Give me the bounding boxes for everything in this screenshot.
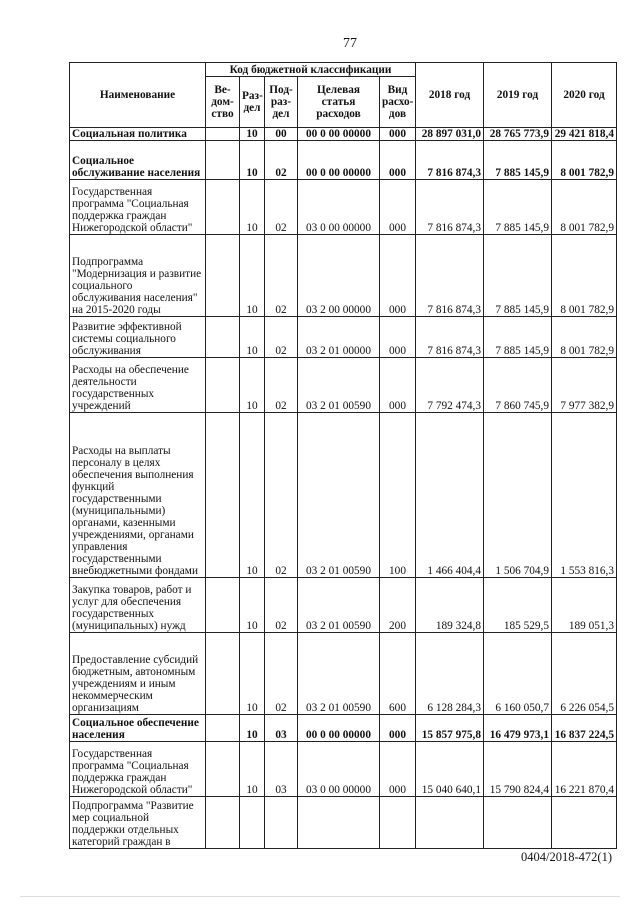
header-2018: 2018 год — [416, 63, 484, 128]
row-2020: 6 226 054,5 — [552, 633, 617, 715]
row-vedomstvo — [206, 715, 240, 742]
row-razdel — [240, 797, 265, 849]
row-2019: 185 529,5 — [484, 578, 552, 633]
row-vid: 000 — [380, 317, 416, 358]
row-tselevaya: 00 0 00 00000 — [298, 141, 380, 180]
row-2018: 7 816 874,3 — [416, 141, 484, 180]
row-podrazdel: 00 — [265, 128, 298, 141]
row-name: Государственная программа "Социальная поддержка граждан Нижегородской области" — [70, 180, 206, 235]
row-2018: 7 816 874,3 — [416, 317, 484, 358]
row-razdel: 10 — [240, 235, 265, 317]
row-podrazdel: 02 — [265, 141, 298, 180]
row-razdel: 10 — [240, 180, 265, 235]
row-vedomstvo — [206, 742, 240, 797]
row-2018: 7 816 874,3 — [416, 235, 484, 317]
row-vid: 600 — [380, 633, 416, 715]
row-name: Подпрограмма "Модернизация и развитие социального обслуживания населения" на 2015-2020 годы — [70, 235, 206, 317]
row-2018: 7 792 474,3 — [416, 358, 484, 413]
table-row — [70, 317, 617, 358]
table-row — [70, 715, 617, 742]
row-razdel: 10 — [240, 715, 265, 742]
table-row — [70, 413, 617, 578]
row-2020 — [552, 797, 617, 849]
header-razdel: Раз- дел — [240, 77, 265, 128]
row-name: Социальная политика — [70, 128, 206, 141]
row-vid: 000 — [380, 128, 416, 141]
row-podrazdel: 03 — [265, 742, 298, 797]
header-podrazdel: Под- раз- дел — [265, 77, 298, 128]
row-2018: 28 897 031,0 — [416, 128, 484, 141]
row-2019: 6 160 050,7 — [484, 633, 552, 715]
row-name: Расходы на выплаты персоналу в целях обеспечения выполнения функций государственными (муниципальными) органами, казенными учреждениями, органами управления государственными внебюджетными фондами — [70, 413, 206, 578]
row-name: Закупка товаров, работ и услуг для обеспечения государственных (муниципальных) нужд — [70, 578, 206, 633]
row-podrazdel: 02 — [265, 358, 298, 413]
row-name: Развитие эффективной системы социального обслуживания — [70, 317, 206, 358]
scan-edge-line — [20, 896, 620, 897]
row-2020: 8 001 782,9 — [552, 180, 617, 235]
row-razdel: 10 — [240, 742, 265, 797]
row-tselevaya: 03 2 01 00590 — [298, 578, 380, 633]
row-2018: 1 466 404,4 — [416, 413, 484, 578]
row-2019: 7 885 145,9 — [484, 317, 552, 358]
row-vid: 000 — [380, 742, 416, 797]
row-2019: 16 479 973,1 — [484, 715, 552, 742]
row-tselevaya: 00 0 00 00000 — [298, 715, 380, 742]
table-row — [70, 141, 617, 180]
table-row — [70, 180, 617, 235]
row-2020: 1 553 816,3 — [552, 413, 617, 578]
row-podrazdel — [265, 797, 298, 849]
row-podrazdel: 03 — [265, 715, 298, 742]
row-tselevaya: 03 0 00 00000 — [298, 180, 380, 235]
row-name: Расходы на обеспечение деятельности государственных учреждений — [70, 358, 206, 413]
row-name: Подпрограмма "Развитие мер социальной поддержки отдельных категорий граждан в — [70, 797, 206, 849]
row-podrazdel: 02 — [265, 235, 298, 317]
row-2019: 7 860 745,9 — [484, 358, 552, 413]
table-row — [70, 797, 617, 849]
row-vid: 000 — [380, 715, 416, 742]
row-podrazdel: 02 — [265, 578, 298, 633]
row-razdel: 10 — [240, 141, 265, 180]
row-2019: 1 506 704,9 — [484, 413, 552, 578]
table-row — [70, 742, 617, 797]
row-razdel: 10 — [240, 413, 265, 578]
row-vid: 000 — [380, 141, 416, 180]
row-2018: 7 816 874,3 — [416, 180, 484, 235]
header-2020: 2020 год — [552, 63, 617, 128]
row-vedomstvo — [206, 413, 240, 578]
row-tselevaya: 00 0 00 00000 — [298, 128, 380, 141]
row-vid — [380, 797, 416, 849]
row-2018: 189 324,8 — [416, 578, 484, 633]
row-vedomstvo — [206, 317, 240, 358]
row-vedomstvo — [206, 235, 240, 317]
row-tselevaya — [298, 797, 380, 849]
row-2020: 29 421 818,4 — [552, 128, 617, 141]
row-vid: 000 — [380, 180, 416, 235]
row-2020: 189 051,3 — [552, 578, 617, 633]
row-name: Предоставление субсидий бюджетным, автономным учреждениям и иным некоммерческим организациям — [70, 633, 206, 715]
table-row — [70, 578, 617, 633]
row-2019: 7 885 145,9 — [484, 180, 552, 235]
row-2019: 7 885 145,9 — [484, 235, 552, 317]
row-name: Социальное обслуживание населения — [70, 141, 206, 180]
row-2020: 8 001 782,9 — [552, 235, 617, 317]
row-2018: 15 040 640,1 — [416, 742, 484, 797]
row-vid: 200 — [380, 578, 416, 633]
table-row — [70, 235, 617, 317]
row-podrazdel: 02 — [265, 180, 298, 235]
row-2020: 16 221 870,4 — [552, 742, 617, 797]
row-razdel: 10 — [240, 317, 265, 358]
table-row — [70, 358, 617, 413]
row-vedomstvo — [206, 358, 240, 413]
row-vid: 100 — [380, 413, 416, 578]
row-2019: 7 885 145,9 — [484, 141, 552, 180]
table-row — [70, 128, 617, 141]
budget-table — [69, 62, 617, 849]
row-vedomstvo — [206, 633, 240, 715]
row-tselevaya: 03 0 00 00000 — [298, 742, 380, 797]
row-2020: 8 001 782,9 — [552, 317, 617, 358]
row-vedomstvo — [206, 797, 240, 849]
header-2019: 2019 год — [484, 63, 552, 128]
row-podrazdel: 02 — [265, 317, 298, 358]
row-tselevaya: 03 2 00 00000 — [298, 235, 380, 317]
row-2020: 16 837 224,5 — [552, 715, 617, 742]
row-name: Государственная программа "Социальная поддержка граждан Нижегородской области" — [70, 742, 206, 797]
row-vid: 000 — [380, 358, 416, 413]
header-vedomstvo: Ве- дом- ство — [206, 77, 240, 128]
row-razdel: 10 — [240, 578, 265, 633]
row-podrazdel: 02 — [265, 633, 298, 715]
page-number: 77 — [343, 36, 357, 51]
row-vedomstvo — [206, 578, 240, 633]
row-razdel: 10 — [240, 128, 265, 141]
header-code-group: Код бюджетной классификации — [206, 63, 416, 77]
row-tselevaya: 03 2 01 00590 — [298, 633, 380, 715]
row-vedomstvo — [206, 128, 240, 141]
row-vedomstvo — [206, 141, 240, 180]
row-razdel: 10 — [240, 633, 265, 715]
row-2019: 28 765 773,9 — [484, 128, 552, 141]
row-podrazdel: 02 — [265, 413, 298, 578]
row-name: Социальное обеспечение населения — [70, 715, 206, 742]
row-2019: 15 790 824,4 — [484, 742, 552, 797]
row-2020: 7 977 382,9 — [552, 358, 617, 413]
row-2019 — [484, 797, 552, 849]
row-tselevaya: 03 2 01 00590 — [298, 413, 380, 578]
row-2020: 8 001 782,9 — [552, 141, 617, 180]
header-name: Наименование — [70, 63, 206, 128]
row-2018 — [416, 797, 484, 849]
table-row — [70, 633, 617, 715]
row-tselevaya: 03 2 01 00590 — [298, 358, 380, 413]
row-tselevaya: 03 2 01 00000 — [298, 317, 380, 358]
header-tselevaya-statya: Целевая статья расходов — [298, 77, 380, 128]
row-2018: 6 128 284,3 — [416, 633, 484, 715]
header-vid-rashodov: Вид расхо- дов — [380, 77, 416, 128]
row-razdel: 10 — [240, 358, 265, 413]
row-2018: 15 857 975,8 — [416, 715, 484, 742]
document-code: 0404/2018-472(1) — [521, 850, 612, 864]
row-vedomstvo — [206, 180, 240, 235]
row-vid: 000 — [380, 235, 416, 317]
